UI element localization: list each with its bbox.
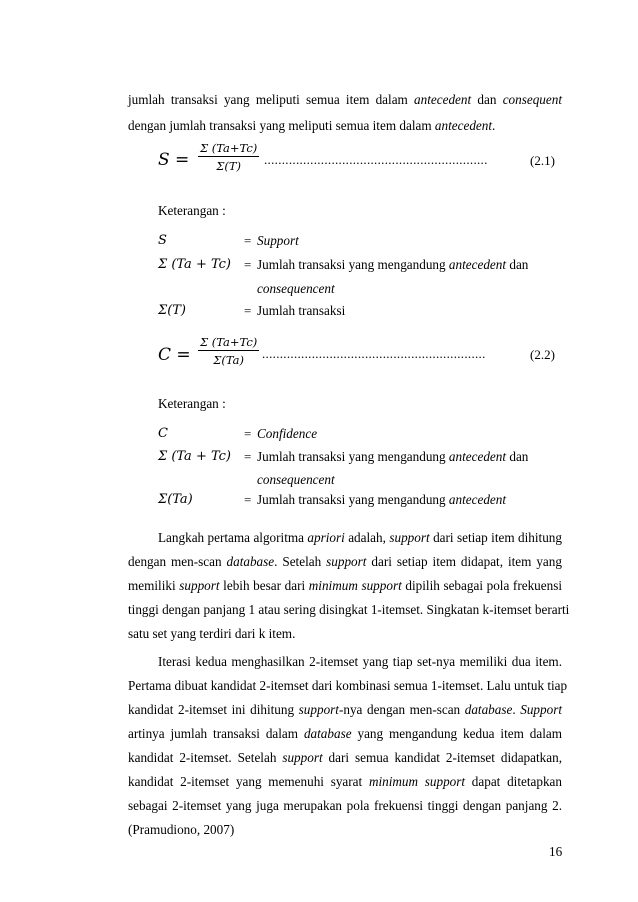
eq2-leader-dots: ............................................................... bbox=[262, 346, 486, 361]
eq1-number: (2.1) bbox=[530, 153, 555, 168]
eq1-lhs: S = bbox=[158, 150, 190, 170]
eq2-keterangan: Keterangan : bbox=[158, 396, 226, 411]
para2-line-3: kandidat 2-itemset ini dihitung support-nya dengan men-scan database. Support bbox=[128, 702, 562, 717]
intro-line-1: jumlah transaksi yang meliputi semua item dalam antecedent dan consequent bbox=[128, 92, 563, 107]
para1-line-4: tinggi dengan panjang 1 atau sering disingkat 1-itemset. Singkatan k-itemset berarti bbox=[128, 602, 570, 617]
eq1-sym-S: S bbox=[158, 233, 167, 248]
eq1-def-jumlah: Jumlah transaksi yang mengandung antecedent dan bbox=[257, 257, 529, 272]
eq2-def-jumlah-antecedent: Jumlah transaksi yang mengandung antecedent bbox=[257, 492, 507, 507]
para2-line-2: Pertama dibuat kandidat 2-itemset dari kombinasi semua 1-itemset. Lalu untuk tiap bbox=[128, 678, 568, 693]
eq1-numerator: Σ (Ta+Tc) bbox=[200, 141, 258, 155]
eq1-equals-3: = bbox=[244, 303, 252, 318]
eq2-fraction bbox=[198, 335, 259, 367]
para1-line-2: dengan men-scan database. Setelah support dari setiap item didapat, item yang bbox=[128, 554, 562, 569]
eq1-equals-1: = bbox=[244, 233, 252, 248]
para1-line-5: satu set yang terdiri dari k item. bbox=[128, 626, 296, 641]
para1-line-1: Langkah pertama algoritma apriori adalah, support dari setiap item dihitung bbox=[158, 530, 562, 545]
intro-line-2: dengan jumlah transaksi yang meliputi semua item dalam antecedent. bbox=[128, 118, 496, 133]
para2-line-7: sebagai 2-itemset yang juga merupakan pola frekuensi tinggi dengan panjang 2. bbox=[128, 798, 562, 813]
eq1-denominator: Σ(T) bbox=[216, 159, 242, 173]
eq1-def-continuation: consequencent bbox=[257, 281, 335, 296]
eq2-def-confidence: Confidence bbox=[257, 426, 318, 441]
para2-line-5: kandidat 2-itemset. Setelah support dari semua kandidat 2-itemset didapatkan, bbox=[128, 750, 562, 765]
eq1-equals-2: = bbox=[244, 257, 252, 272]
para2-line-8: (Pramudiono, 2007) bbox=[128, 822, 235, 837]
eq2-lhs: C = bbox=[158, 345, 191, 365]
page-number: 16 bbox=[549, 844, 563, 859]
eq2-equals-2: = bbox=[244, 449, 252, 464]
eq2-sym-sumTa: Σ(Ta) bbox=[158, 492, 193, 507]
eq1-fraction bbox=[198, 141, 259, 173]
eq2-numerator: Σ (Ta+Tc) bbox=[200, 335, 258, 349]
eq1-sym-sum: Σ (Ta + Tc) bbox=[158, 257, 231, 272]
eq2-equals-3: = bbox=[244, 492, 252, 507]
eq2-def-jumlah: Jumlah transaksi yang mengandung antecedent dan bbox=[257, 449, 529, 464]
para1-line-3: memiliki support lebih besar dari minimum support dipilih sebagai pola frekuensi bbox=[128, 578, 562, 593]
eq2-equals-1: = bbox=[244, 426, 252, 441]
eq2-def-continuation: consequencent bbox=[257, 472, 335, 487]
eq1-sym-sumT: Σ(T) bbox=[158, 303, 187, 318]
eq2-sym-sum: Σ (Ta + Tc) bbox=[158, 449, 231, 464]
eq2-denominator: Σ(Ta) bbox=[213, 353, 244, 367]
eq2-number: (2.2) bbox=[530, 347, 555, 362]
para2-line-4: artinya jumlah transaksi dalam database yang mengandung kedua item dalam bbox=[128, 726, 562, 741]
eq1-keterangan: Keterangan : bbox=[158, 203, 226, 218]
eq1-def-jumlah-transaksi: Jumlah transaksi bbox=[257, 303, 346, 318]
para2-line-1: Iterasi kedua menghasilkan 2-itemset yang tiap set-nya memiliki dua item. bbox=[158, 654, 562, 669]
para2-line-6: kandidat 2-itemset yang memenuhi syarat minimum support dapat ditetapkan bbox=[128, 774, 563, 789]
eq1-leader-dots: ............................................................... bbox=[264, 152, 488, 167]
eq2-sym-C: C bbox=[158, 426, 168, 441]
eq1-def-support: Support bbox=[257, 233, 299, 248]
